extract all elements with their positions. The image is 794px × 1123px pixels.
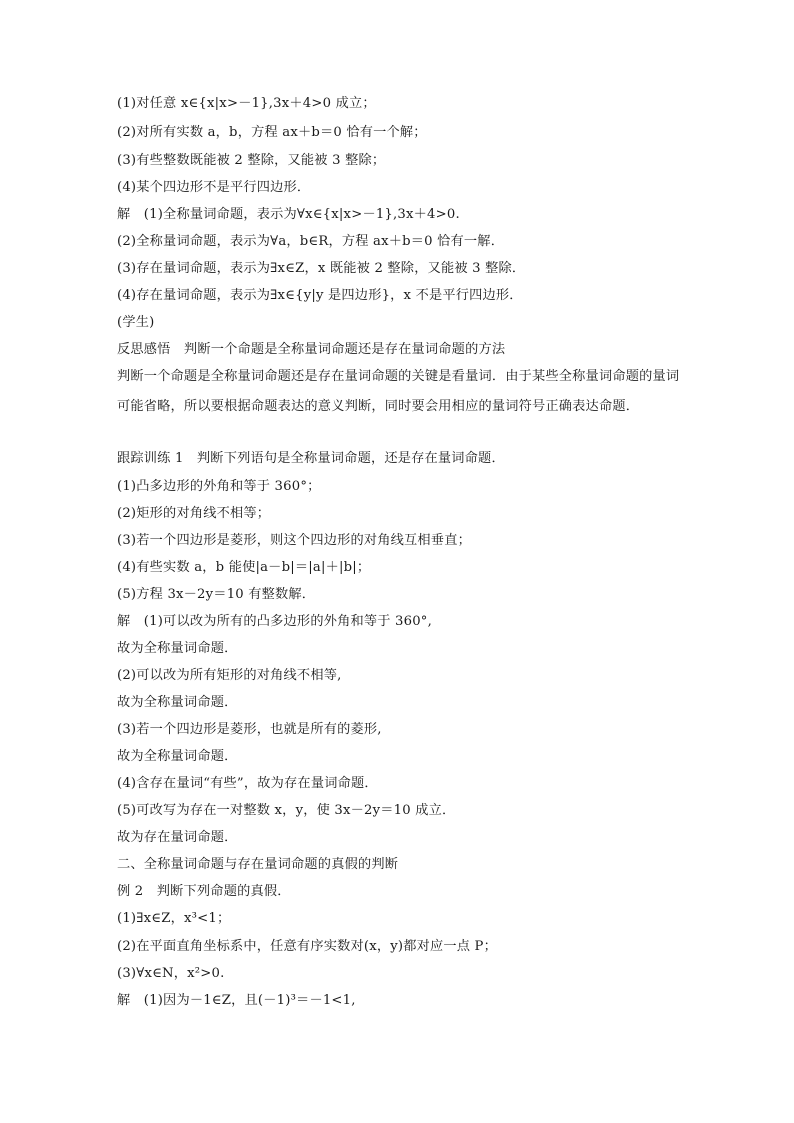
text-line: (4)含存在量词“有些”，故为存在量词命题．	[117, 776, 378, 791]
text-line: (4)某个四边形不是平行四边形．	[117, 180, 311, 195]
text-line: 解 (1)全称量词命题，表示为∀x∈{x|x>－1},3x＋4>0.	[117, 207, 460, 222]
text-line: (2)矩形的对角线不相等；	[117, 506, 271, 521]
text-line: (5)方程 3x－2y＝10 有整数解．	[117, 587, 316, 602]
text-line: (4)有些实数 a，b 能使|a－b|＝|a|＋|b|；	[117, 560, 371, 575]
text-line: (1)对任意 x∈{x|x>－1},3x＋4>0 成立；	[117, 96, 376, 111]
text-line: (1)凸多边形的外角和等于 360°；	[117, 479, 321, 494]
section-heading: 二、全称量词命题与存在量词命题的真假的判断	[117, 857, 399, 872]
text-line: (3)有些整数既能被 2 整除，又能被 3 整除；	[117, 153, 386, 168]
text-line: (2)在平面直角坐标系中，任意有序实数对(x，y)都对应一点 P；	[117, 939, 498, 954]
paragraph: 判断一个命题是全称量词命题还是存在量词命题的关键是看量词．由于某些全称量词命题的量词可能省略，所以要根据命题表达的意义判断，同时要会用相应的量词符号正确表达命题．	[117, 369, 680, 414]
text-line: 解 (1)可以改为所有的凸多边形的外角和等于 360°,	[117, 614, 432, 629]
section-heading: 反思感悟 判断一个命题是全称量词命题还是存在量词命题的方法	[117, 342, 506, 357]
text-line: (2)全称量词命题，表示为∀a，b∈R，方程 ax＋b＝0 恰有一解．	[117, 234, 505, 249]
text-line: (3)若一个四边形是菱形，则这个四边形的对角线互相垂直；	[117, 533, 471, 548]
exercise-heading: 跟踪训练 1 判断下列语句是全称量词命题，还是存在量词命题．	[117, 451, 505, 466]
example-heading: 例 2 判断下列命题的真假．	[117, 884, 291, 899]
text-line: 故为全称量词命题．	[117, 749, 238, 764]
text-line: 故为全称量词命题．	[117, 641, 238, 656]
text-line: (2)可以改为所有矩形的对角线不相等,	[117, 668, 342, 683]
text-line: (1)∃x∈Z，x³<1；	[117, 911, 231, 926]
text-line: (4)存在量词命题，表示为∃x∈{y|y 是四边形}，x 不是平行四边形．	[117, 288, 523, 303]
text-line: (5)可改写为存在一对整数 x，y，使 3x－2y＝10 成立．	[117, 803, 456, 818]
text-line: (学生)	[117, 315, 155, 330]
text-line: (3)若一个四边形是菱形，也就是所有的菱形,	[117, 722, 382, 737]
text-line: 故为全称量词命题．	[117, 695, 238, 710]
text-line: 故为存在量词命题．	[117, 830, 238, 845]
text-line: (3)存在量词命题，表示为∃x∈Z，x 既能被 2 整除，又能被 3 整除．	[117, 261, 526, 276]
text-line: (3)∀x∈N，x²>0.	[117, 966, 225, 981]
text-line: (2)对所有实数 a，b，方程 ax＋b＝0 恰有一个解；	[117, 125, 427, 140]
text-line: 解 (1)因为－1∈Z，且(－1)³＝－1<1,	[117, 993, 356, 1008]
